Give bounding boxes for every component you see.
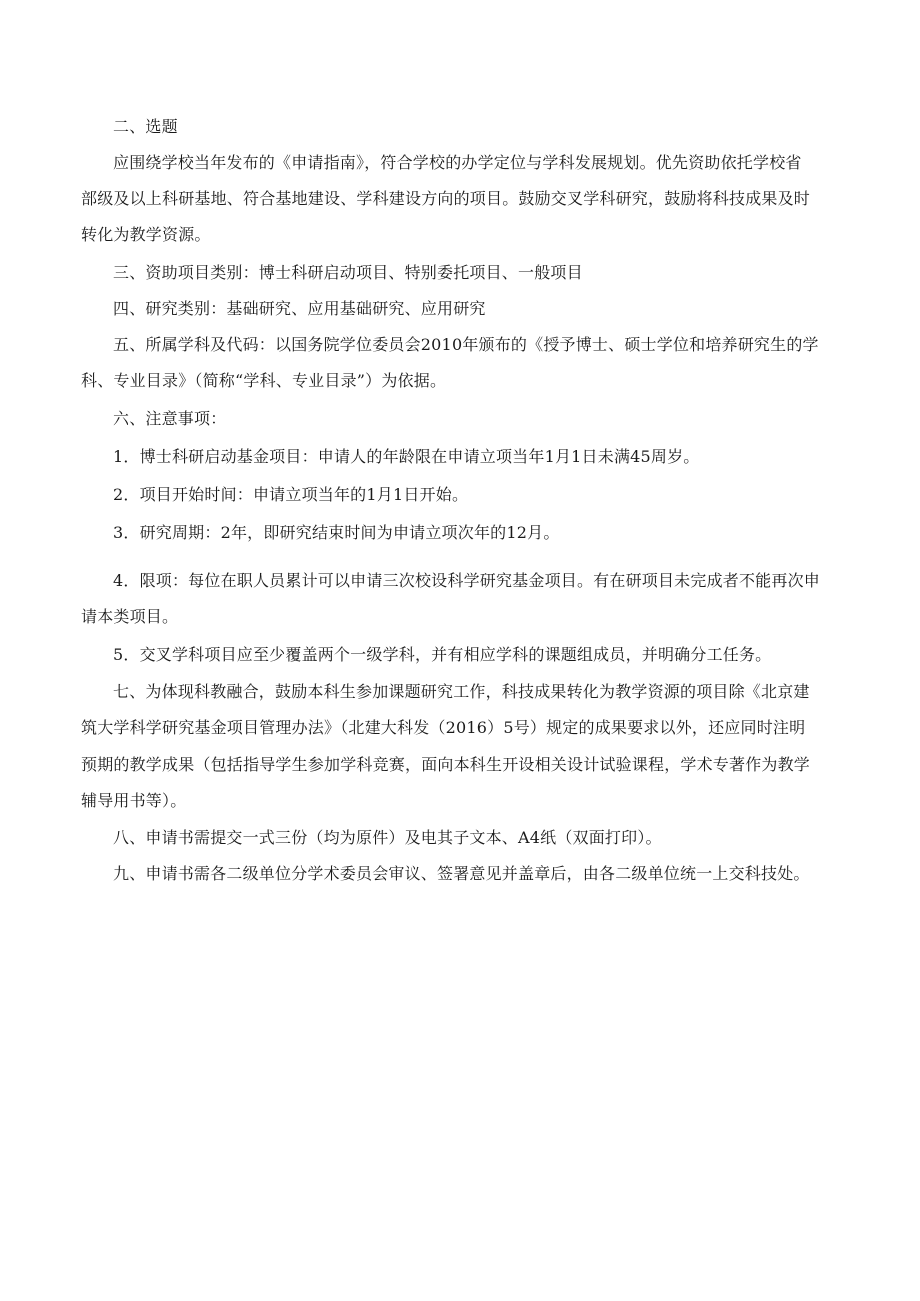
section-7-text-line-4: 辅导用书等）。: [81, 791, 187, 810]
note-item-1: 1．博士科研启动基金项目：申请人的年龄限在申请立项当年1月1日未满45周岁。: [113, 447, 700, 466]
section-7-text-line-2: 筑大学科学研究基金项目管理办法》（北建大科发（2016）5号）规定的成果要求以外，还应同时注明: [81, 718, 806, 737]
section-4-text: 四、研究类别：基础研究、应用基础研究、应用研究: [113, 299, 486, 318]
section-2-heading: 二、选题: [113, 117, 178, 136]
note-item-3: 3．研究周期：2年，即研究结束时间为申请立项次年的12月。: [113, 523, 560, 542]
note-item-5: 5．交叉学科项目应至少覆盖两个一级学科，并有相应学科的课题组成员，并明确分工任务。: [113, 645, 772, 664]
section-7-text-line-3: 预期的教学成果（包括指导学生参加学科竞赛，面向本科生开设相关设计试验课程，学术专著作为教学: [81, 755, 811, 774]
note-item-4-line-1: 4．限项：每位在职人员累计可以申请三次校设科学研究基金项目。有在研项目未完成者不能再次申: [113, 571, 820, 590]
section-2-text-line-2: 部级及以上科研基地、符合基地建设、学科建设方向的项目。鼓励交叉学科研究，鼓励将科技成果及时: [81, 189, 811, 208]
section-2-text-line-1: 应围绕学校当年发布的《申请指南》，符合学校的办学定位与学科发展规划。优先资助依托学校省: [113, 153, 802, 172]
section-5-text-line-2: 科、专业目录》（简称“学科、专业目录”）为依据。: [81, 371, 447, 390]
section-3-text: 三、资助项目类别：博士科研启动项目、特别委托项目、一般项目: [113, 263, 583, 282]
section-5-text-line-1: 五、所属学科及代码：以国务院学位委员会2010年颁布的《授予博士、硕士学位和培养研究生的学: [113, 335, 819, 354]
note-item-4-line-2: 请本类项目。: [81, 607, 179, 626]
section-8-text: 八、申请书需提交一式三份（均为原件）及电其子文本、A4纸（双面打印）。: [113, 828, 662, 847]
section-2-text-line-3: 转化为教学资源。: [81, 225, 211, 244]
section-7-text-line-1: 七、为体现科教融合，鼓励本科生参加课题研究工作，科技成果转化为教学资源的项目除《北京建: [113, 682, 810, 701]
section-6-heading: 六、注意事项：: [113, 409, 227, 428]
section-9-text: 九、申请书需各二级单位分学术委员会审议、签署意见并盖章后，由各二级单位统一上交科技处。: [113, 864, 810, 883]
note-item-2: 2．项目开始时间：申请立项当年的1月1日开始。: [113, 485, 469, 504]
